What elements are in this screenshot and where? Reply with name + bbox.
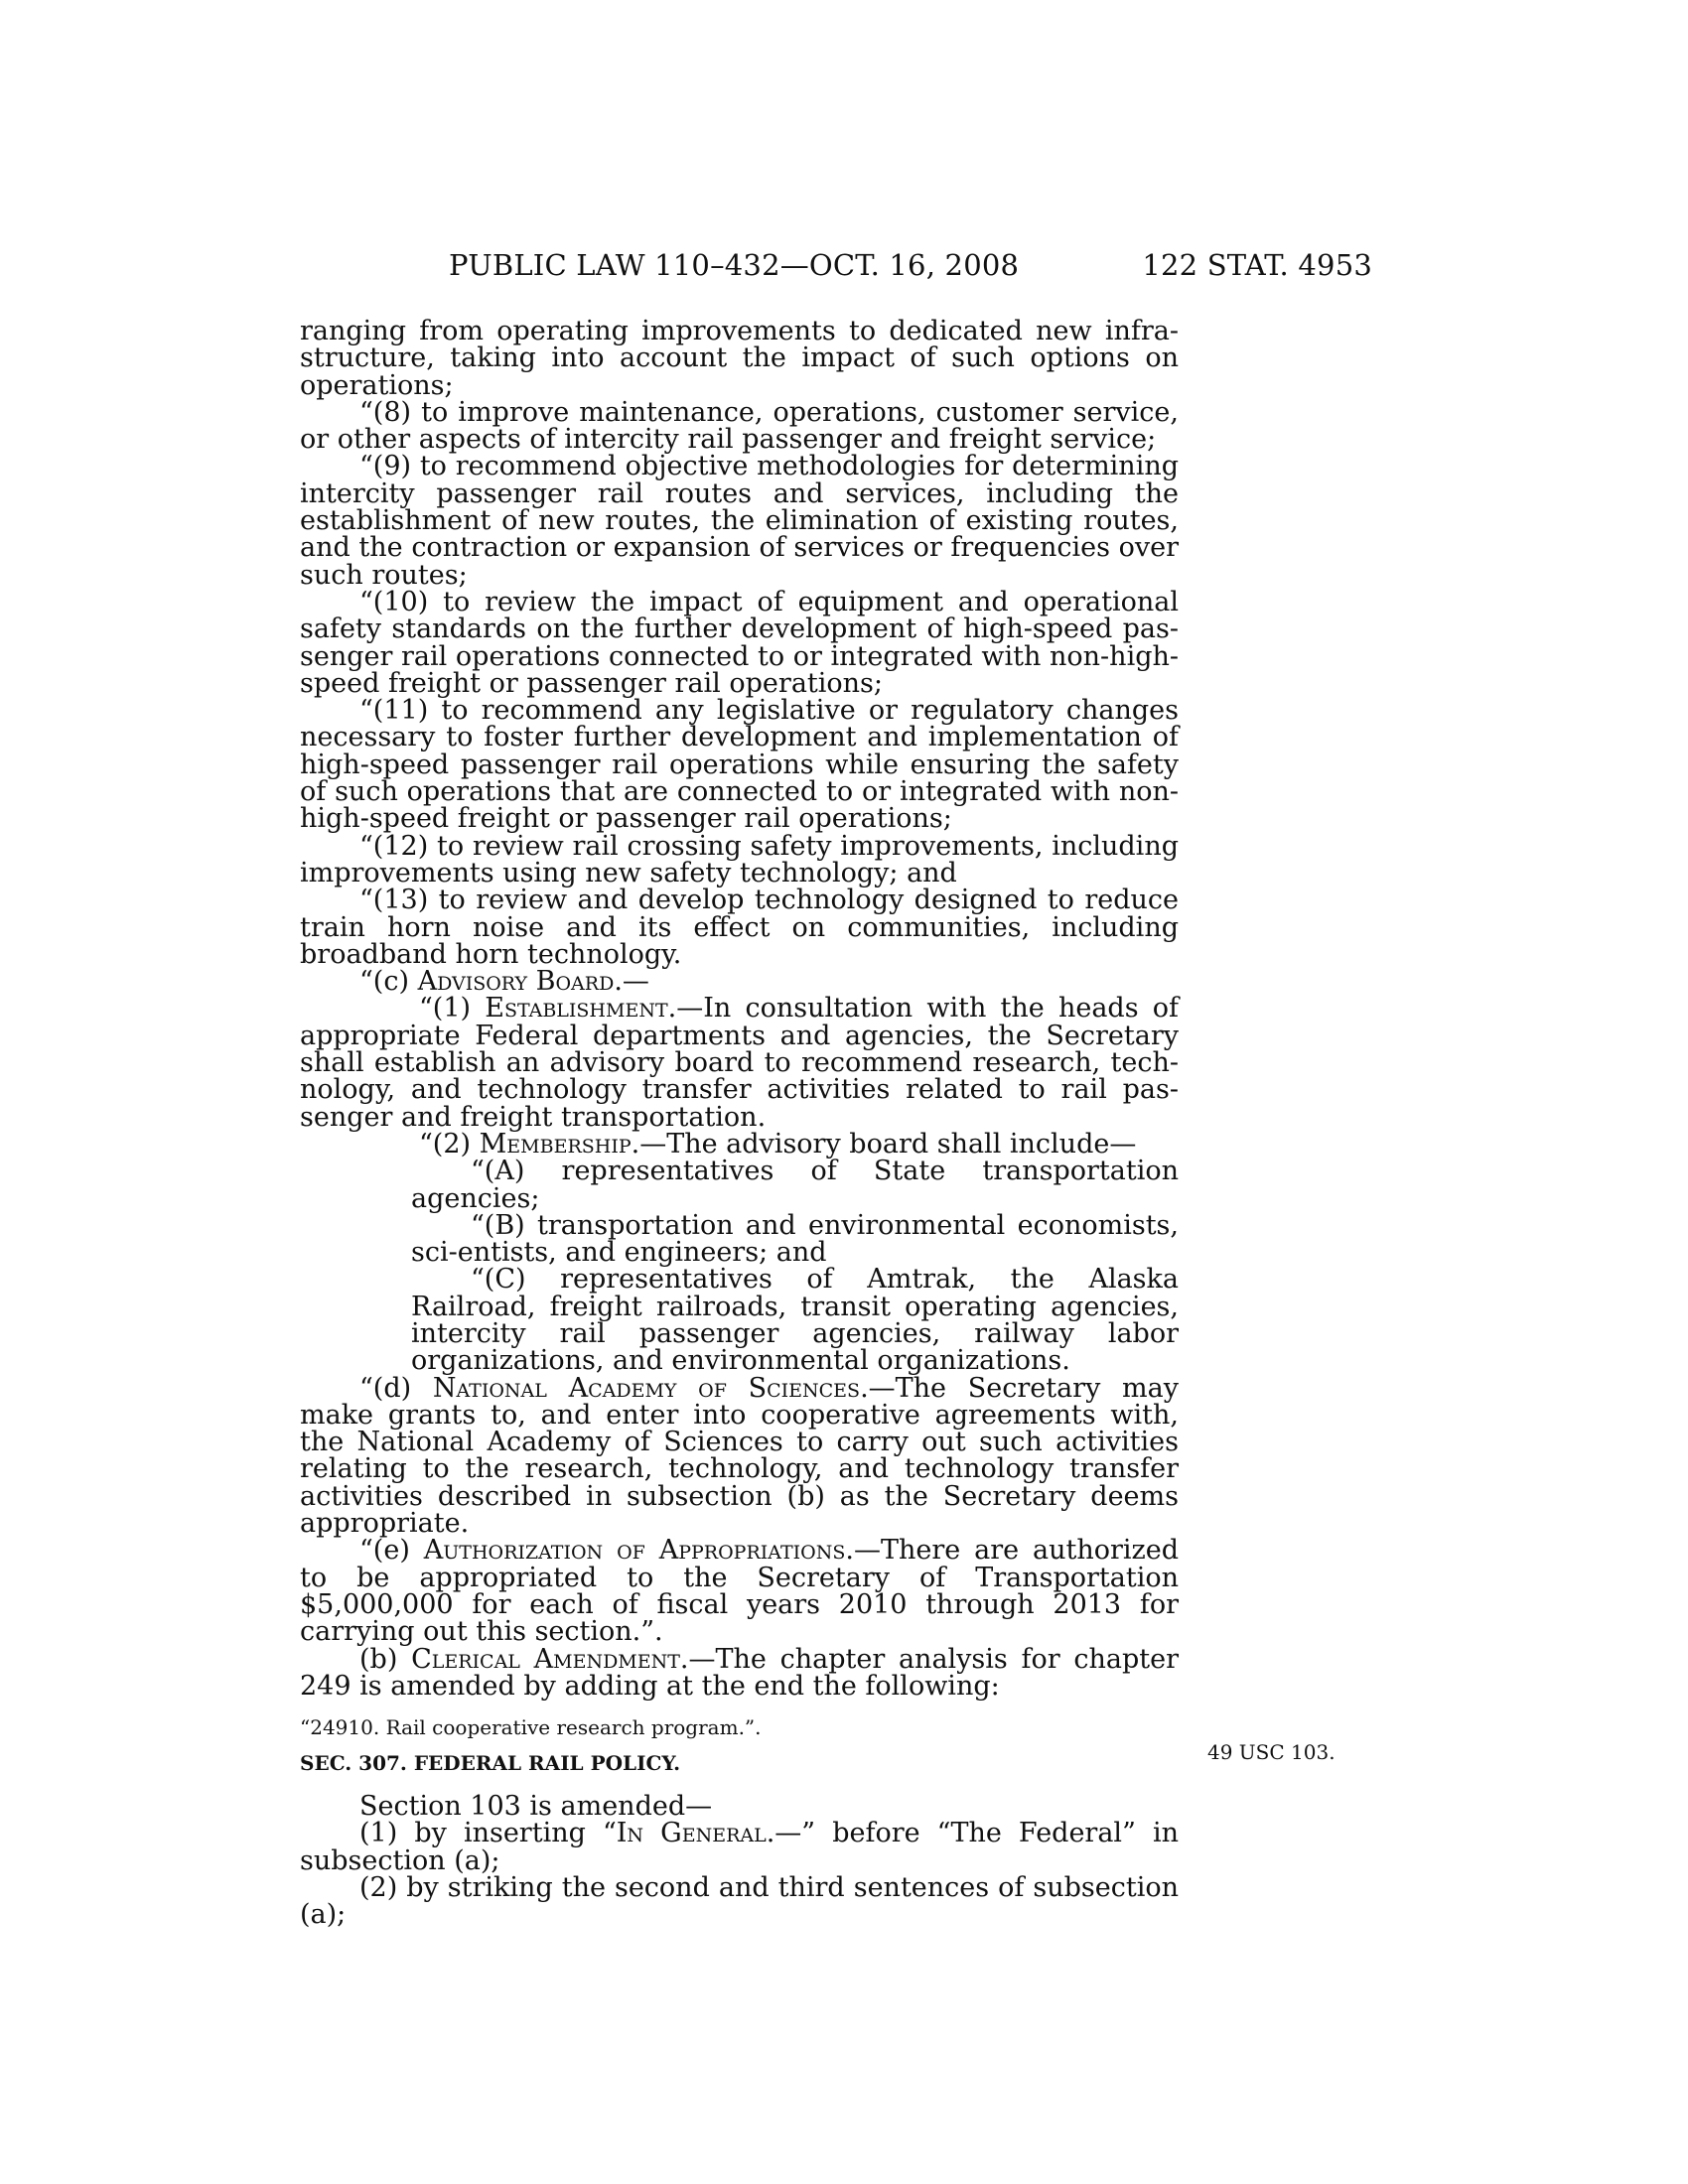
section-intro: Section 103 is amended— bbox=[359, 1791, 713, 1823]
document-body bbox=[300, 318, 1179, 1929]
paragraph-9: “(9) to recommend objective methodologies for determining intercity passenger rail routes and services, including the establishment of new routes, the elimination of existing routes, and the contraction or expansion of services or frequencies over such routes; bbox=[300, 451, 1179, 591]
paragraph-8: “(8) to improve maintenance, operations, customer service, or other aspects of intercity rail passenger and freight service; bbox=[300, 396, 1179, 456]
paragraph-c2: “(2) Membership.—The advisory board shall include— bbox=[419, 1128, 1137, 1160]
membership-item-a: “(A) representatives of State transportation agencies; bbox=[411, 1156, 1179, 1214]
page-header bbox=[449, 248, 1372, 288]
margin-citation: 49 USC 103. bbox=[1207, 1740, 1336, 1764]
amendment-1: (1) by inserting “In General.—” before “The Federal” in subsection (a); bbox=[300, 1818, 1179, 1876]
paragraph-12: “(12) to review rail crossing safety improvements, including improvements using new safety technology; and bbox=[300, 830, 1179, 888]
table-of-sections-entry: “24910. Rail cooperative research program.”. bbox=[300, 1715, 762, 1740]
paragraph-10: “(10) to review the impact of equipment and operational safety standards on the further development of high-speed pas-senger rail operations connected to or integrated with non-high-speed freight or passenger rail operations; bbox=[300, 586, 1179, 699]
subsection-e: “(e) Authorization of Appropriations.—There are authorized to be appropriated to the Secretary of Transportation $5,000,000 for each of fiscal years 2010 through 2013 for carrying out this section.”. bbox=[300, 1535, 1180, 1648]
paragraph-13: “(13) to review and develop technology designed to reduce train horn noise and its effect on communities, including broadband horn technology. bbox=[300, 885, 1179, 970]
amendment-2: (2) by striking the second and third sentences of subsection (a); bbox=[300, 1872, 1179, 1931]
membership-item-c: “(C) representatives of Amtrak, the Alaska Railroad, freight railroads, transit operating agencies, intercity rail passenger agencies, railway labor organizations, and environmental organizations. bbox=[411, 1264, 1179, 1377]
stat-page-number: 122 STAT. 4953 bbox=[1142, 248, 1372, 282]
section-heading: SEC. 307. FEDERAL RAIL POLICY. bbox=[300, 1751, 681, 1776]
subsection-c-heading: “(c) Advisory Board.— bbox=[359, 966, 649, 998]
paragraph-11: “(11) to recommend any legislative or regulatory changes necessary to foster further development and implementation of high-speed passenger rail operations while ensuring the safety of such operations that are connected to or integrated with non-high-speed freight or passenger rail operations; bbox=[300, 695, 1179, 835]
subsection-d: “(d) National Academy of Sciences.—The Secretary may make grants to, and enter into cooperative agreements with, the National Academy of Sciences to carry out such activities relating to the research, technology, and technology transfer activities described in subsection (b) as the Secretary deems appropriate. bbox=[300, 1372, 1179, 1540]
membership-item-b: “(B) transportation and environmental economists, sci-entists, and engineers; and bbox=[411, 1209, 1179, 1269]
paragraph-c1: “(1) Establishment.—In consultation with the heads of appropriate Federal departments and agencies, the Secretary shall establish an advisory board to recommend research, tech-nology, and technology transfer activities related to rail pas-senger and freight transportation. bbox=[300, 993, 1179, 1133]
paragraph-continuation: ranging from operating improvements to dedicated new infra-structure, taking into account the impact of such options on operations; bbox=[300, 316, 1179, 401]
running-head: PUBLIC LAW 110–432—OCT. 16, 2008 bbox=[449, 248, 1020, 282]
clerical-amendment: (b) Clerical Amendment.—The chapter analysis for chapter 249 is amended by adding at the end the following: bbox=[300, 1643, 1179, 1702]
